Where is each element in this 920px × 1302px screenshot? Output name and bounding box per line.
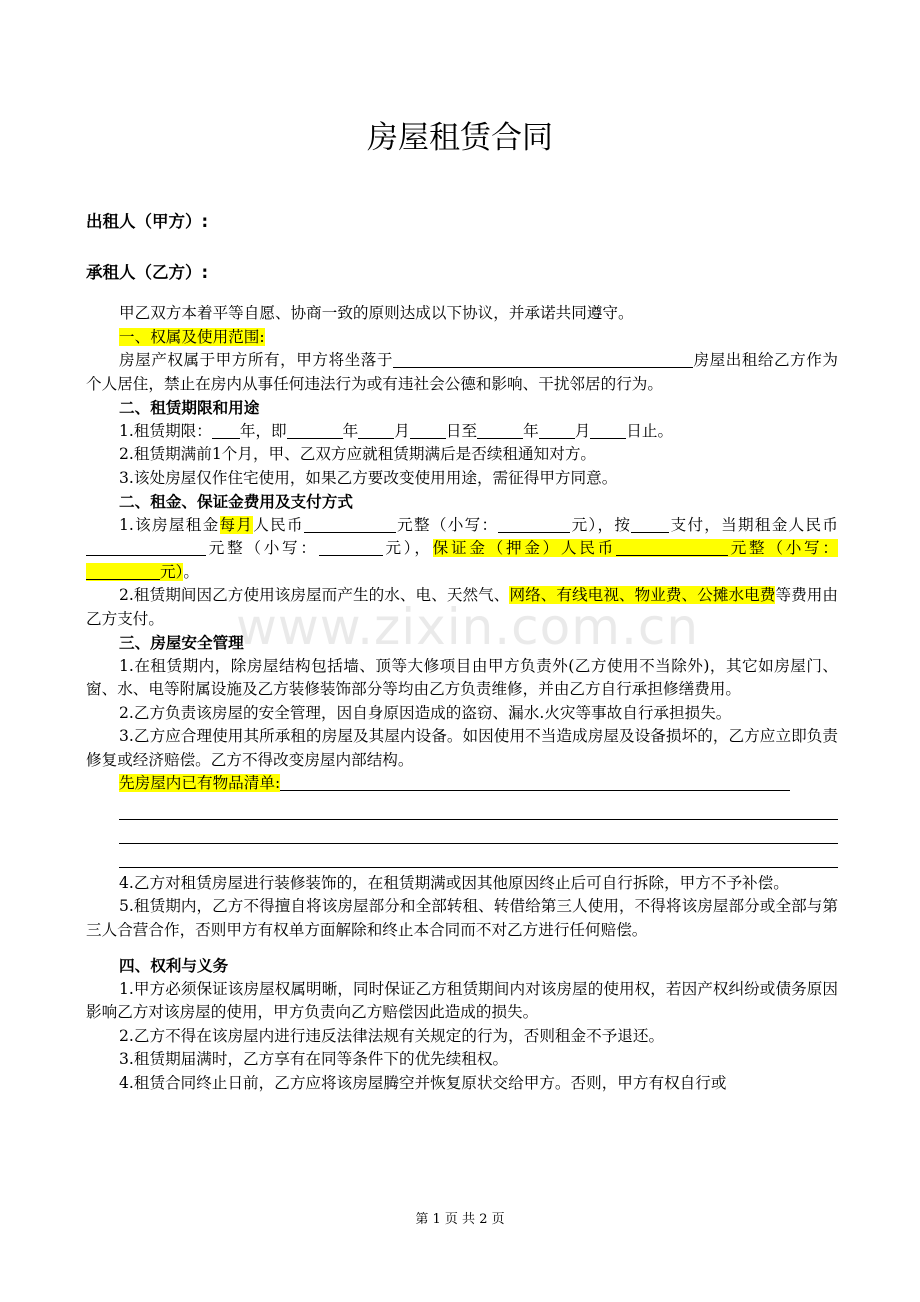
section-2-heading: 二、租赁期限和用途: [119, 398, 260, 417]
party-a-label: 出租人（甲方）:: [86, 212, 209, 231]
watermark: www.zixin.com.cn: [236, 598, 700, 656]
party-b-label: 承租人（乙方）:: [86, 263, 209, 282]
renewal-notice-item: 2.租赁期满前1个月，甲、乙双方应就租赁期满后是否续租通知对方。: [119, 445, 597, 463]
section-1-paragraph: 房屋产权属于甲方所有，甲方将坐落于 房屋出租给乙方作为个人居住，禁止在房内从事任何违法行为或有违社会公德和影响、干扰邻居的行为。: [86, 351, 838, 393]
rent-payment-item: 1.该房屋租金每月人民币 元整（小写： 元），按 支付，当期租金人民币元整（小写： 元），保证金（押金）人民币 元整（小写：元）。: [86, 514, 838, 585]
section-4-heading: 三、房屋安全管理: [119, 633, 244, 652]
priority-renewal-item: 3.租赁期届满时，乙方享有在同等条件下的优先续租权。: [119, 1050, 509, 1068]
utility-fees-item: 2.租赁期间因乙方使用该房屋而产生的水、电、天然气、网络、有线电视、物业费、公摊水电费等费用由乙方支付。: [86, 586, 838, 628]
equipment-item: 3.乙方应合理使用其所承租的房屋及其屋内设备。如因使用不当造成房屋及设备损坏的，乙方应立即负责修复或经济赔偿。乙方不得改变房屋内部结构。: [86, 727, 838, 769]
section-1-heading: 一、权属及使用范围:: [119, 327, 265, 346]
maintenance-item: 1.在租赁期内，除房屋结构包括墙、顶等大修项目由甲方负责外(乙方使用不当除外)，其它如房屋门、窗、水、电等附属设施及乙方装修装饰部分等均由乙方负责维修，并由乙方自行承担修缮费用。: [86, 656, 838, 698]
intro-paragraph: 甲乙双方本着平等自愿、协商一致的原则达成以下协议，并承诺共同遵守。: [119, 304, 634, 322]
section-3-heading: 二、租金、保证金费用及支付方式: [119, 492, 353, 511]
lease-term-item: 1.租赁期限： 年，即 年 月 日至 年 月 日止。: [119, 421, 674, 440]
inventory-blank-4: [119, 844, 838, 868]
legal-compliance-item: 2.乙方不得在该房屋内进行违反法律法规有关规定的行为，否则租金不予退还。: [119, 1026, 665, 1045]
termination-item: 4.租赁合同终止日前，乙方应将该房屋腾空并恢复原状交给甲方。否则，甲方有权自行或: [119, 1073, 727, 1092]
inventory-line: 先房屋内已有物品清单:: [86, 772, 838, 796]
renovation-item: 4.乙方对租赁房屋进行装修装饰的，在租赁期满或因其他原因终止后可自行拆除，甲方不予补偿。: [119, 873, 789, 892]
page-footer: 第 1 页 共 2 页: [415, 1212, 505, 1227]
inventory-blank-3: [119, 820, 838, 844]
section-5-heading: 四、权利与义务: [119, 956, 229, 975]
ownership-item: 1.甲方必须保证该房屋权属明晰，同时保证乙方租赁期间内对该房屋的使用权，若因产权纠纷或债务原因影响乙方对该房屋的使用，甲方负责向乙方赔偿因此造成的损失。: [86, 979, 838, 1021]
sublet-item: 5.租赁期内，乙方不得擅自将该房屋部分和全部转租、转借给第三人使用，不得将该房屋部分或全部与第三人合营合作，否则甲方有权单方面解除和终止本合同而不对乙方进行任何赔偿。: [86, 897, 838, 939]
inventory-blank-1: [280, 774, 790, 791]
document-title: 房屋租赁合同: [367, 120, 553, 156]
contract-body: [86, 302, 838, 1095]
inventory-blank-2: [119, 796, 838, 820]
address-blank: [393, 351, 693, 368]
safety-item: 2.乙方负责该房屋的安全管理，因自身原因造成的盗窃、漏水.火灾等事故自行承担损失。: [119, 703, 732, 722]
usage-item: 3.该处房屋仅作住宅使用，如果乙方要改变使用用途，需征得甲方同意。: [119, 468, 618, 487]
